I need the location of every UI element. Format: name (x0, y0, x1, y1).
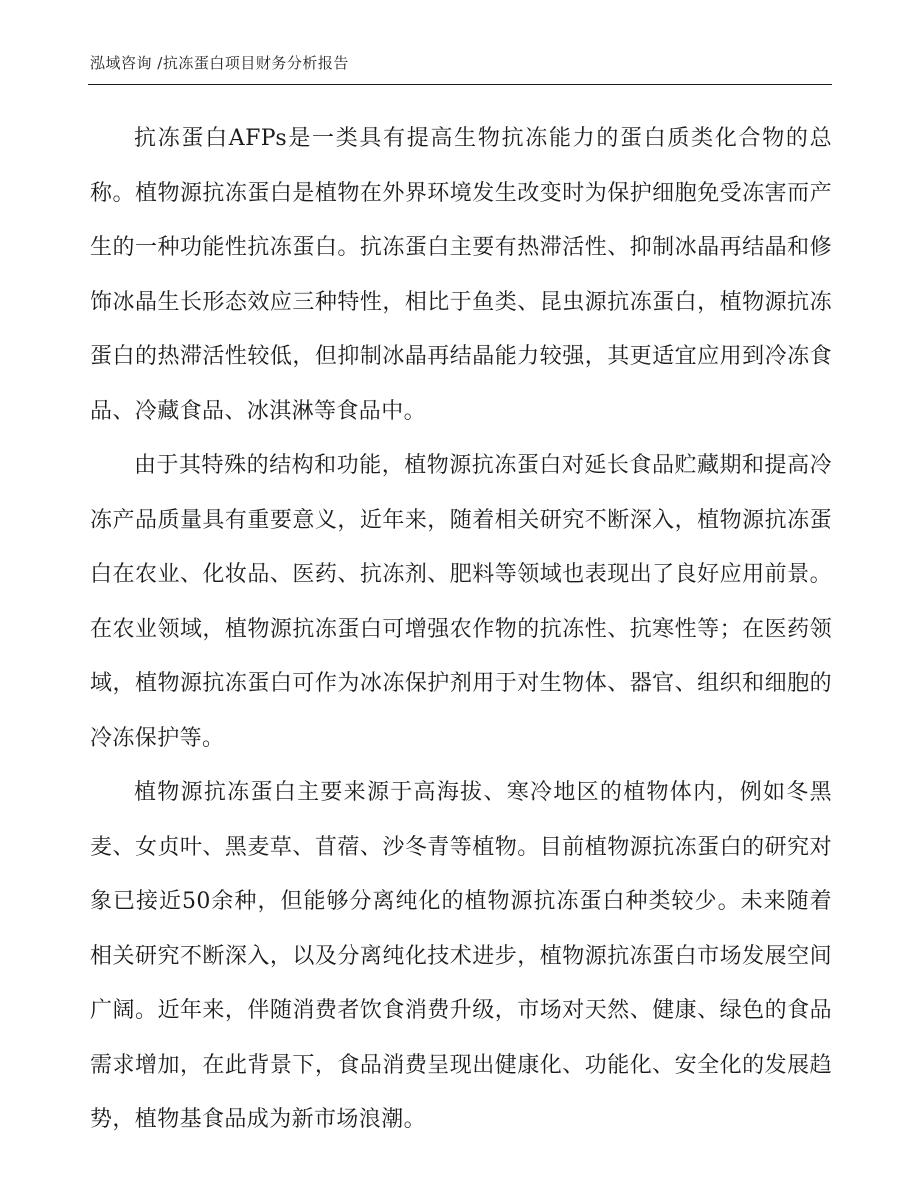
header-divider (88, 84, 832, 85)
paragraph-1: 抗冻蛋白AFPs是一类具有提高生物抗冻能力的蛋白质类化合物的总称。植物源抗冻蛋白是植物在外界环境发生改变时为保护细胞免受冻害而产生的一种功能性抗冻蛋白。抗冻蛋白主要有热滞活性、抑制冰晶再结晶和修饰冰晶生长形态效应三种特性，相比于鱼类、昆虫源抗冻蛋白，植物源抗冻蛋白的热滞活性较低，但抑制冰晶再结晶能力较强，其更适宜应用到冷冻食品、冷藏食品、冰淇淋等食品中。 (90, 126, 832, 424)
running-header: 泓域咨询 /抗冻蛋白项目财务分析报告 (90, 54, 349, 72)
body-text (90, 112, 832, 1148)
paragraph-2: 由于其特殊的结构和功能，植物源抗冻蛋白对延长食品贮藏期和提高冷冻产品质量具有重要意义，近年来，随着相关研究不断深入，植物源抗冻蛋白在农业、化妆品、医药、抗冻剂、肥料等领域也表现出了良好应用前景。在农业领域，植物源抗冻蛋白可增强农作物的抗冻性、抗寒性等；在医药领域，植物源抗冻蛋白可作为冰冻保护剂用于对生物体、器官、组织和细胞的冷冻保护等。 (90, 453, 832, 751)
paragraph-3: 植物源抗冻蛋白主要来源于高海拔、寒冷地区的植物体内，例如冬黑麦、女贞叶、黑麦草、苜蓿、沙冬青等植物。目前植物源抗冻蛋白的研究对象已接近50余种，但能够分离纯化的植物源抗冻蛋白种类较少。未来随着相关研究不断深入，以及分离纯化技术进步，植物源抗冻蛋白市场发展空间广阔。近年来，伴随消费者饮食消费升级，市场对天然、健康、绿色的食品需求增加，在此背景下，食品消费呈现出健康化、功能化、安全化的发展趋势，植物基食品成为新市场浪潮。 (90, 780, 832, 1132)
